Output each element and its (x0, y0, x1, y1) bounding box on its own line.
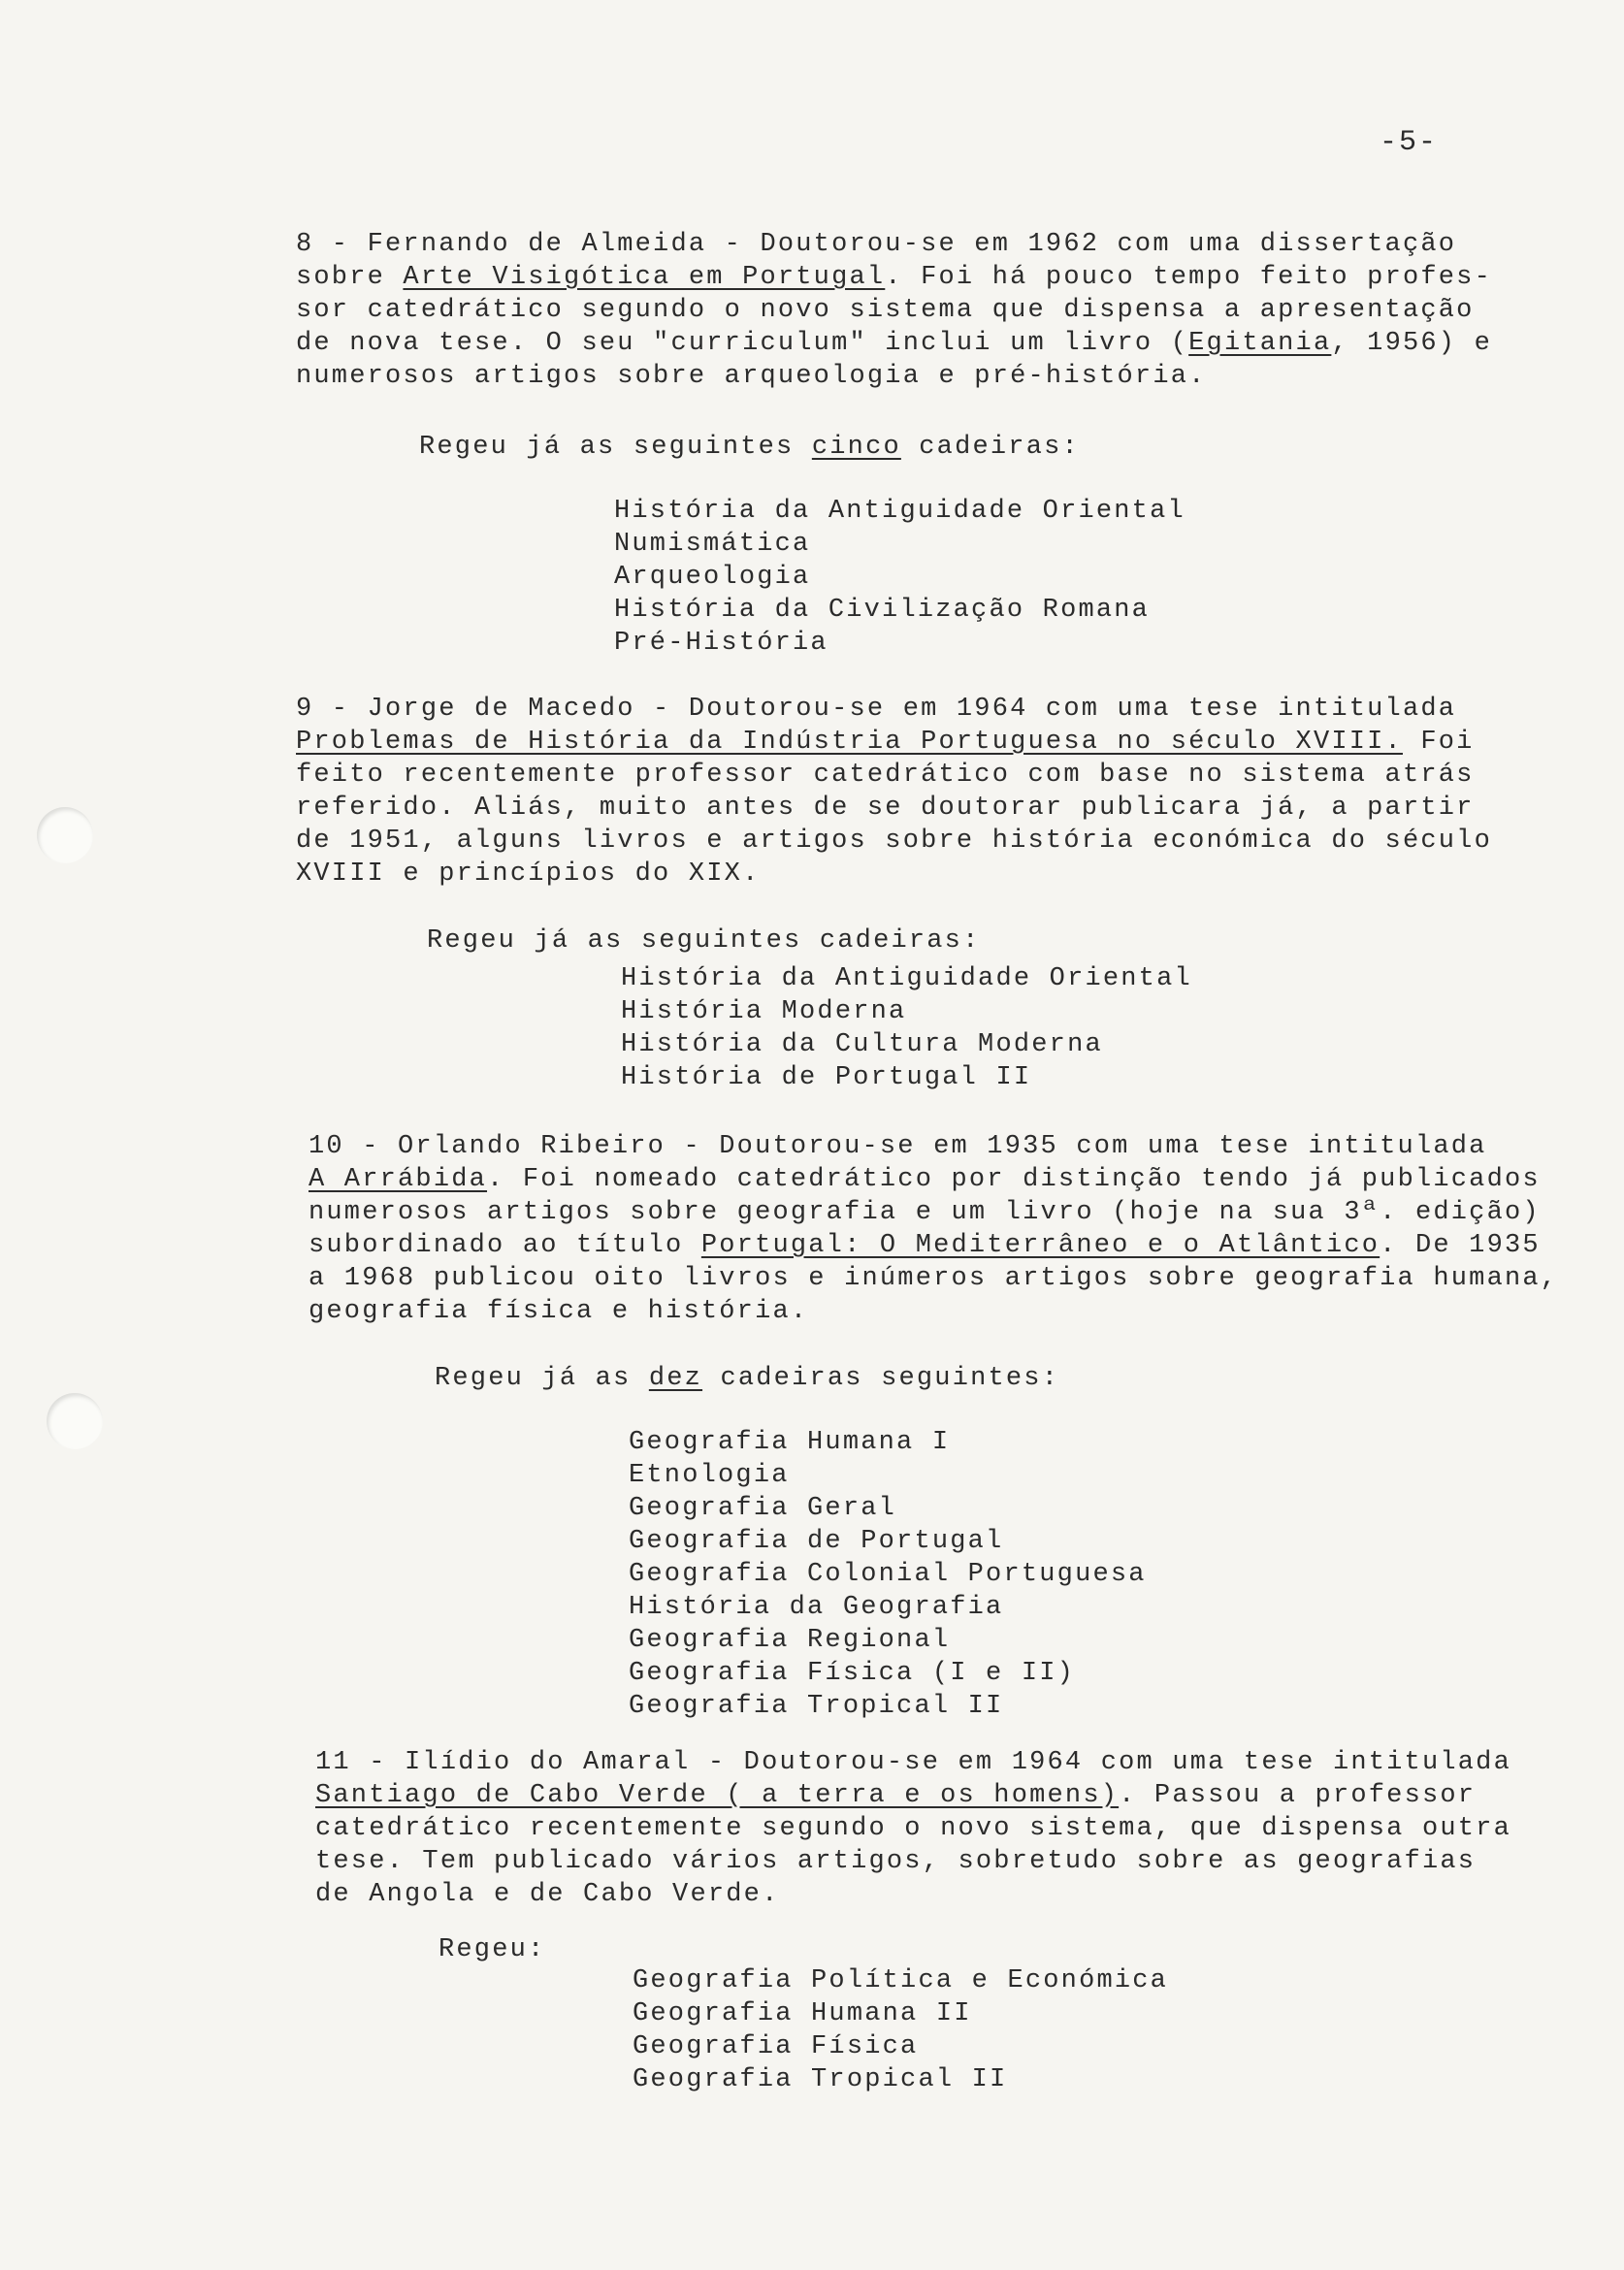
text-line (309, 1163, 1550, 1196)
text-run: Regeu já as (435, 1364, 649, 1393)
text-run: de Angola e de Cabo Verde. (315, 1880, 780, 1909)
text-run: sor catedrático segundo o novo sistema que dispensa a apresentação (296, 296, 1475, 325)
underlined-title: dez (648, 1364, 703, 1393)
text-line (309, 1229, 1550, 1262)
subject-list (614, 495, 1186, 660)
subject-item: História Moderna (621, 997, 907, 1026)
text-run: . Foi há pouco tempo feito profes- (885, 263, 1492, 292)
subject-item: Geografia Colonial Portuguesa (629, 1560, 1147, 1589)
subject-item: História da Antiguidade Oriental (621, 964, 1192, 993)
text-run: 11 - Ilídio do Amaral - Doutorou-se em 1964 com uma tese intitulada (315, 1748, 1511, 1777)
subject-item: Pré-História (614, 629, 828, 658)
text-run: Foi (1402, 728, 1475, 757)
text-line (315, 1845, 1557, 1878)
text-line (296, 228, 1538, 261)
subject-item: História da Cultura Moderna (621, 1030, 1103, 1059)
text-line (296, 759, 1538, 792)
subject-item: Geografia Humana II (633, 1999, 972, 2028)
subject-item: Geografia Política e Económica (633, 1966, 1169, 1995)
text-run: cadeiras seguintes: (702, 1364, 1060, 1393)
text-line (296, 693, 1538, 726)
text-run: sobre (296, 263, 404, 292)
text-run: . Passou a professor (1119, 1781, 1477, 1810)
entry-paragraph (309, 1130, 1559, 1328)
subject-list (629, 1426, 1147, 1723)
text-run: numerosos artigos sobre arqueologia e pré-história. (296, 362, 1207, 391)
text-line (315, 1878, 1557, 1911)
text-run: , 1956) e (1331, 329, 1492, 358)
text-run: catedrático recentemente segundo o novo sistema, que dispensa outra (315, 1814, 1511, 1843)
underlined-title: Santiago de Cabo Verde ( a terra e os homens) (315, 1781, 1120, 1810)
text-line (296, 360, 1538, 393)
entry-paragraph (296, 693, 1538, 891)
text-run: de 1951, alguns livros e artigos sobre história económica do século (296, 827, 1492, 856)
entry-paragraph (296, 228, 1538, 393)
underlined-title: Portugal: O Mediterrâneo e o Atlântico (700, 1231, 1380, 1260)
text-run: referido. Aliás, muito antes de se doutorar publicara já, a partir (296, 794, 1475, 823)
subject-item: Geografia Tropical II (633, 2065, 1008, 2094)
subject-item: Geografia Geral (629, 1494, 897, 1523)
text-run: 10 - Orlando Ribeiro - Doutorou-se em 1935 com uma tese intitulada (309, 1132, 1487, 1161)
entry-orlando-ribeiro (309, 1130, 1559, 1328)
taught-subjects-intro (435, 1364, 1059, 1393)
subject-item: Geografia Tropical II (629, 1692, 1004, 1721)
text-line (309, 1295, 1550, 1328)
subject-item: Arqueologia (614, 563, 811, 592)
subject-item: História da Antiguidade Oriental (614, 497, 1186, 526)
subject-item: Numismática (614, 530, 811, 559)
text-run: Regeu já as seguintes cadeiras: (427, 926, 981, 956)
text-run: numerosos artigos sobre geografia e um livro (hoje na sua 3ª. edição) (309, 1198, 1541, 1227)
text-run: 8 - Fernando de Almeida - Doutorou-se em 1962 com uma dissertação (296, 230, 1457, 259)
text-line (296, 327, 1538, 360)
page-number: -5- (1380, 126, 1439, 159)
subject-list (633, 1964, 1168, 2096)
subject-item: Geografia Regional (629, 1626, 951, 1655)
taught-subjects-intro (427, 926, 980, 956)
text-line (315, 1812, 1557, 1845)
punch-hole-top (37, 807, 93, 863)
subject-item: História da Civilização Romana (614, 596, 1151, 625)
entry-ilidio-do-amaral (315, 1746, 1557, 1911)
text-run: . Foi nomeado catedrático por distinção tendo já publicados (487, 1165, 1541, 1194)
underlined-title: A Arrábida (309, 1165, 488, 1194)
text-line (296, 792, 1538, 825)
subject-list (621, 962, 1192, 1094)
taught-subjects-intro (438, 1935, 545, 1964)
subject-item: Geografia de Portugal (629, 1527, 1004, 1556)
text-run: tese. Tem publicado vários artigos, sobretudo sobre as geografias (315, 1847, 1477, 1876)
subject-item: Geografia Física (I e II) (629, 1659, 1076, 1688)
text-run: cadeiras: (900, 433, 1080, 462)
text-line (296, 726, 1538, 759)
entry-fernando-de-almeida (296, 228, 1538, 393)
text-run: Regeu já as seguintes (419, 433, 812, 462)
text-run: 9 - Jorge de Macedo - Doutorou-se em 1964 com uma tese intitulada (296, 695, 1457, 724)
text-line (296, 825, 1538, 858)
subject-item: Geografia Física (633, 2032, 919, 2061)
text-line (296, 261, 1538, 294)
text-run: feito recentemente professor catedrático com base no sistema atrás (296, 761, 1475, 790)
underlined-title: Arte Visigótica em Portugal (403, 263, 886, 292)
text-line (296, 858, 1538, 891)
text-run: . De 1935 (1380, 1231, 1541, 1260)
text-line (309, 1262, 1559, 1295)
text-run: Regeu: (438, 1935, 546, 1964)
underlined-title: Problemas de História da Indústria Portuguesa no século XVIII. (296, 728, 1403, 757)
text-line (309, 1130, 1550, 1163)
subject-item: História de Portugal II (621, 1063, 1032, 1092)
text-run: subordinado ao título (309, 1231, 701, 1260)
text-line (315, 1779, 1557, 1812)
underlined-title: Egitania (1188, 329, 1332, 358)
text-line (296, 294, 1538, 327)
text-line (315, 1746, 1557, 1779)
taught-subjects-intro (419, 433, 1080, 462)
entry-paragraph (315, 1746, 1557, 1911)
subject-item: História da Geografia (629, 1593, 1004, 1622)
text-run: XVIII e princípios do XIX. (296, 859, 761, 889)
underlined-title: cinco (811, 433, 901, 462)
punch-hole-bottom (47, 1393, 103, 1449)
text-line (309, 1196, 1550, 1229)
text-run: de nova tese. O seu "curriculum" inclui um livro ( (296, 329, 1189, 358)
text-run: a 1968 publicou oito livros e inúmeros artigos sobre geografia humana, (309, 1264, 1559, 1293)
subject-item: Etnologia (629, 1461, 790, 1490)
text-run: geografia física e história. (309, 1297, 809, 1326)
subject-item: Geografia Humana I (629, 1428, 951, 1457)
entry-jorge-de-macedo (296, 693, 1538, 891)
